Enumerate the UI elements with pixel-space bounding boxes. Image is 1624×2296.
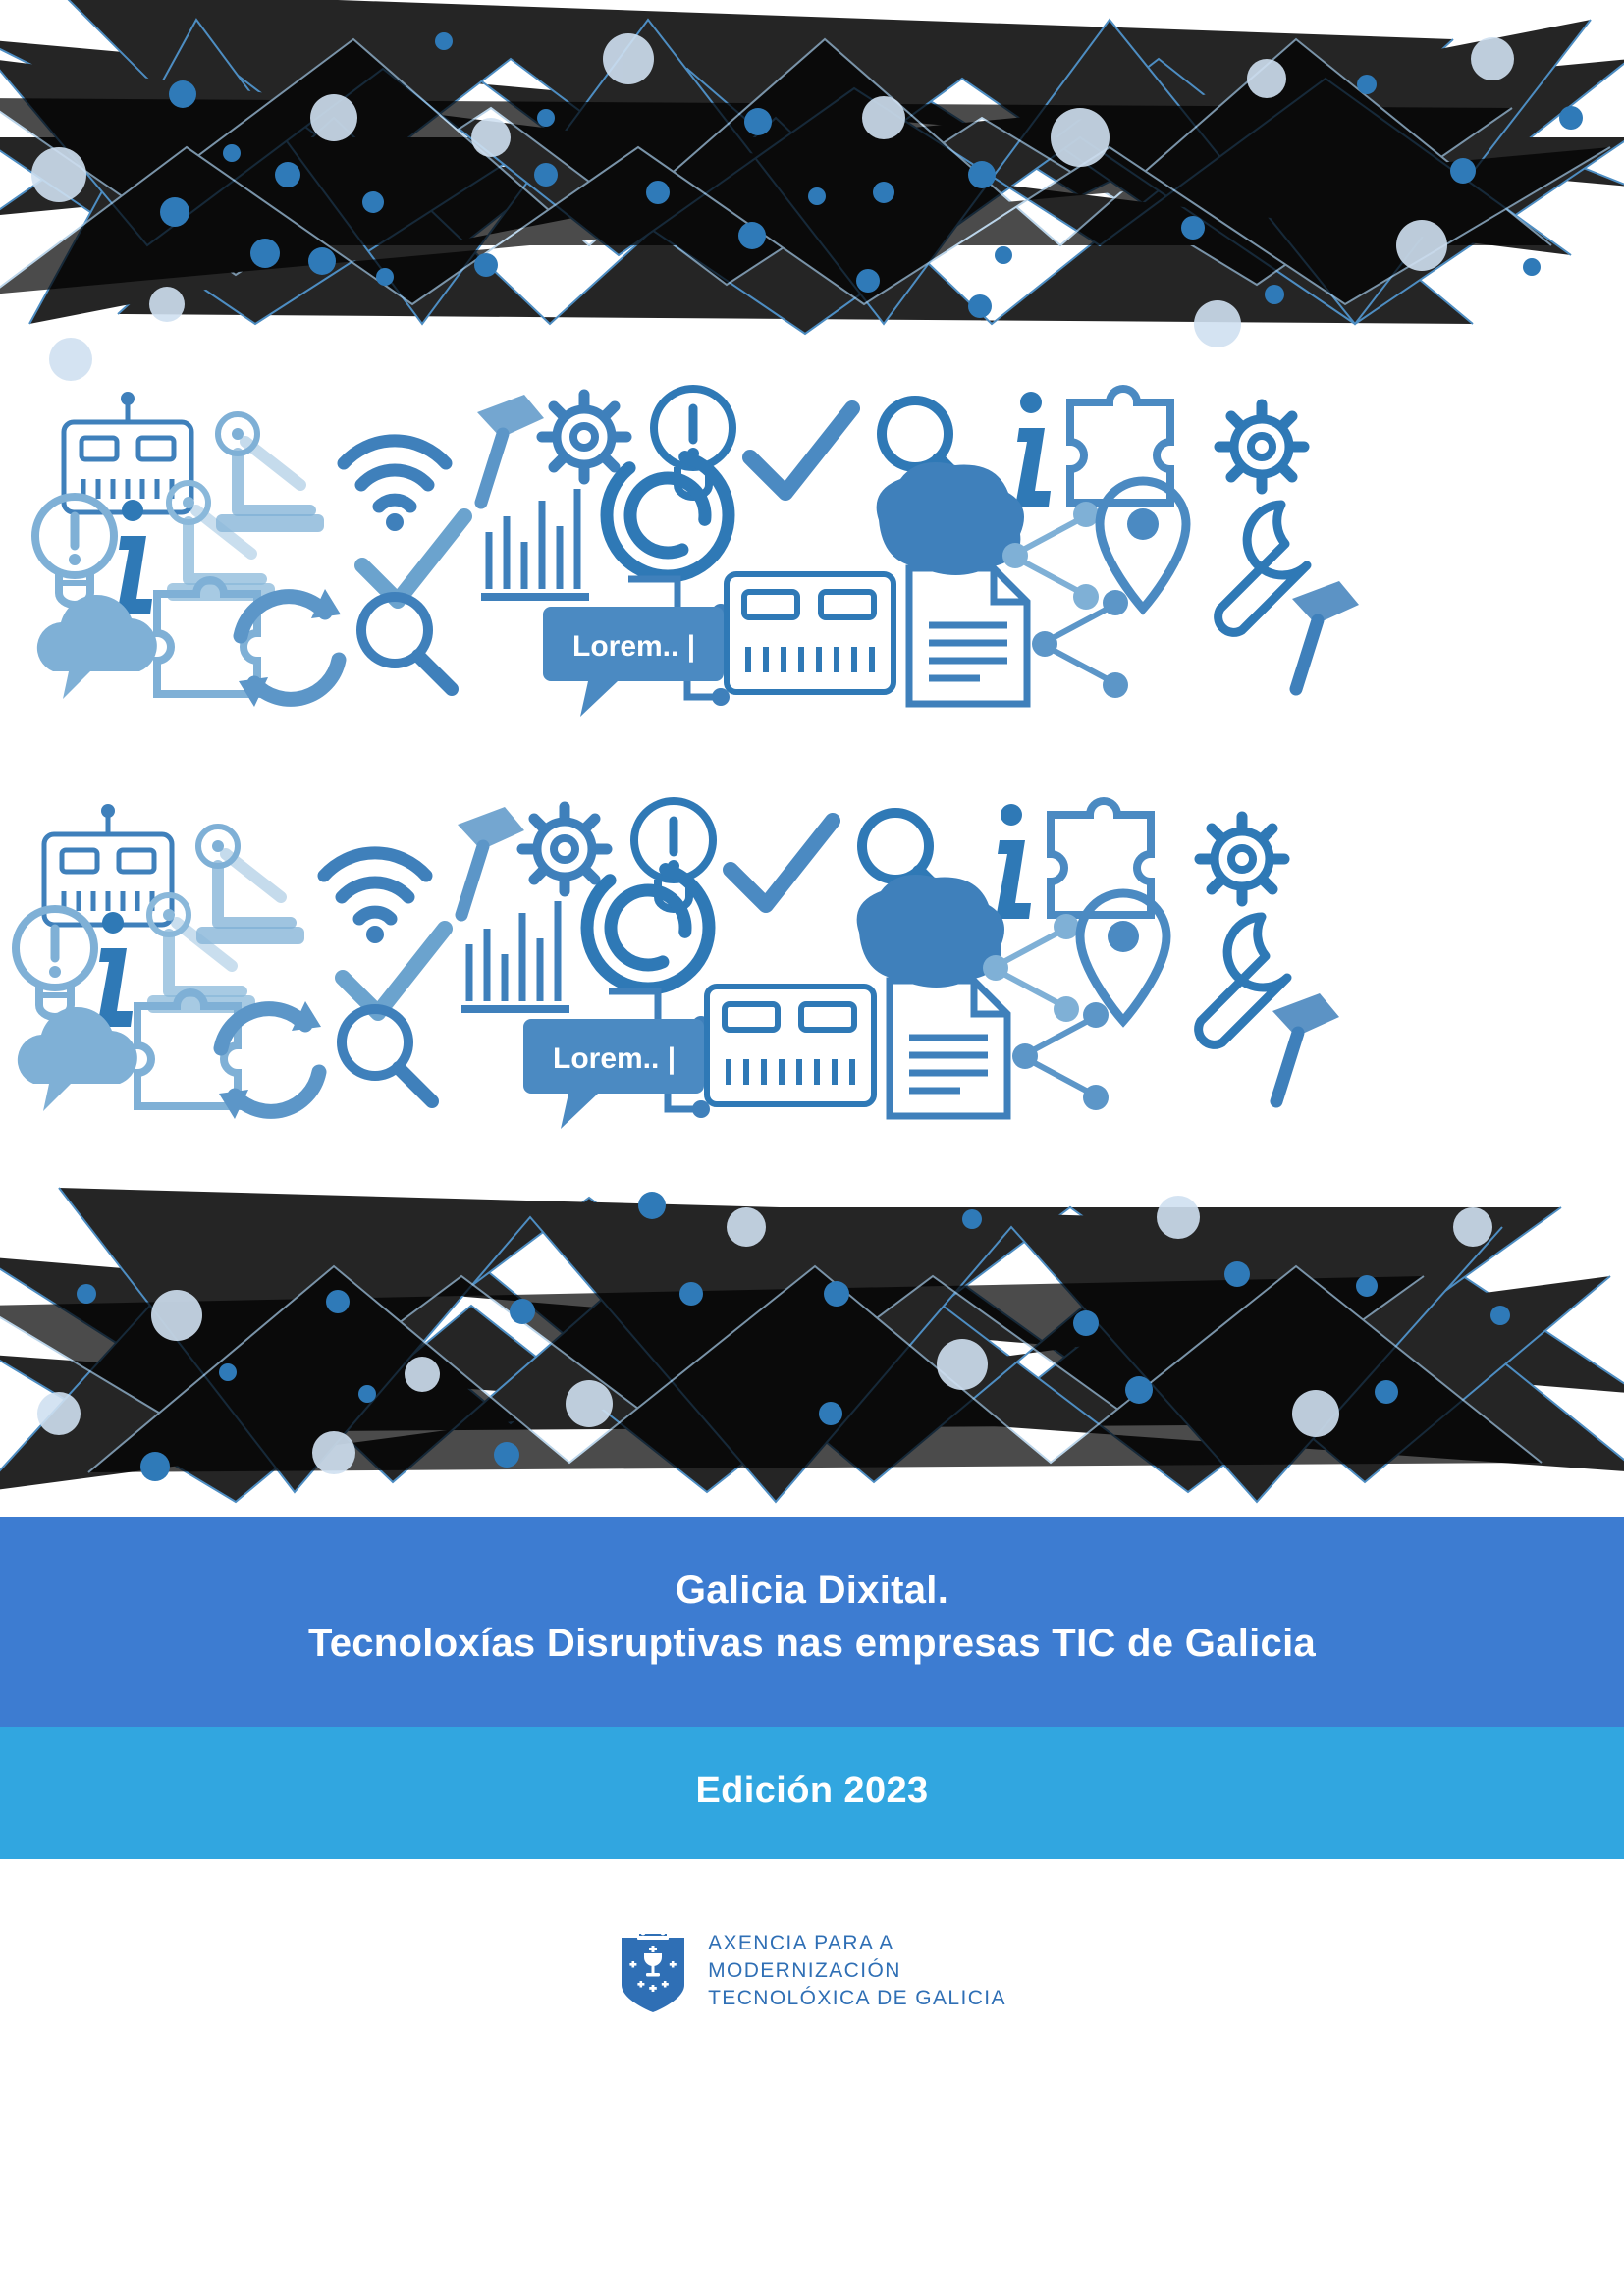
logo-area — [0, 1859, 1624, 2296]
logo-wordmark — [708, 1930, 1006, 2011]
cover-edition-band — [0, 1727, 1624, 1859]
artwork-speech-bubble-text: Lorem.. | — [572, 630, 696, 663]
galicia-coat-of-arms-shield-icon — [618, 1928, 688, 2014]
page-title-line-2: Tecnoloxías Disruptivas nas empresas TIC de Galicia — [307, 1622, 1317, 1665]
cover-title-band — [0, 1517, 1624, 1727]
page-title-line-1: Galicia Dixital. — [675, 1569, 949, 1612]
logo-line-3: TECNOLÓXICA DE GALICIA — [708, 1986, 1006, 2009]
logo-line-2: MODERNIZACIÓN — [708, 1959, 901, 1983]
edition-label: Edición 2023 — [695, 1770, 929, 1811]
logo-line-1: AXENCIA PARA A — [708, 1932, 894, 1955]
artwork-speech-bubble-text-2: Lorem.. | — [553, 1042, 677, 1075]
amtega-logo — [618, 1928, 1006, 2014]
